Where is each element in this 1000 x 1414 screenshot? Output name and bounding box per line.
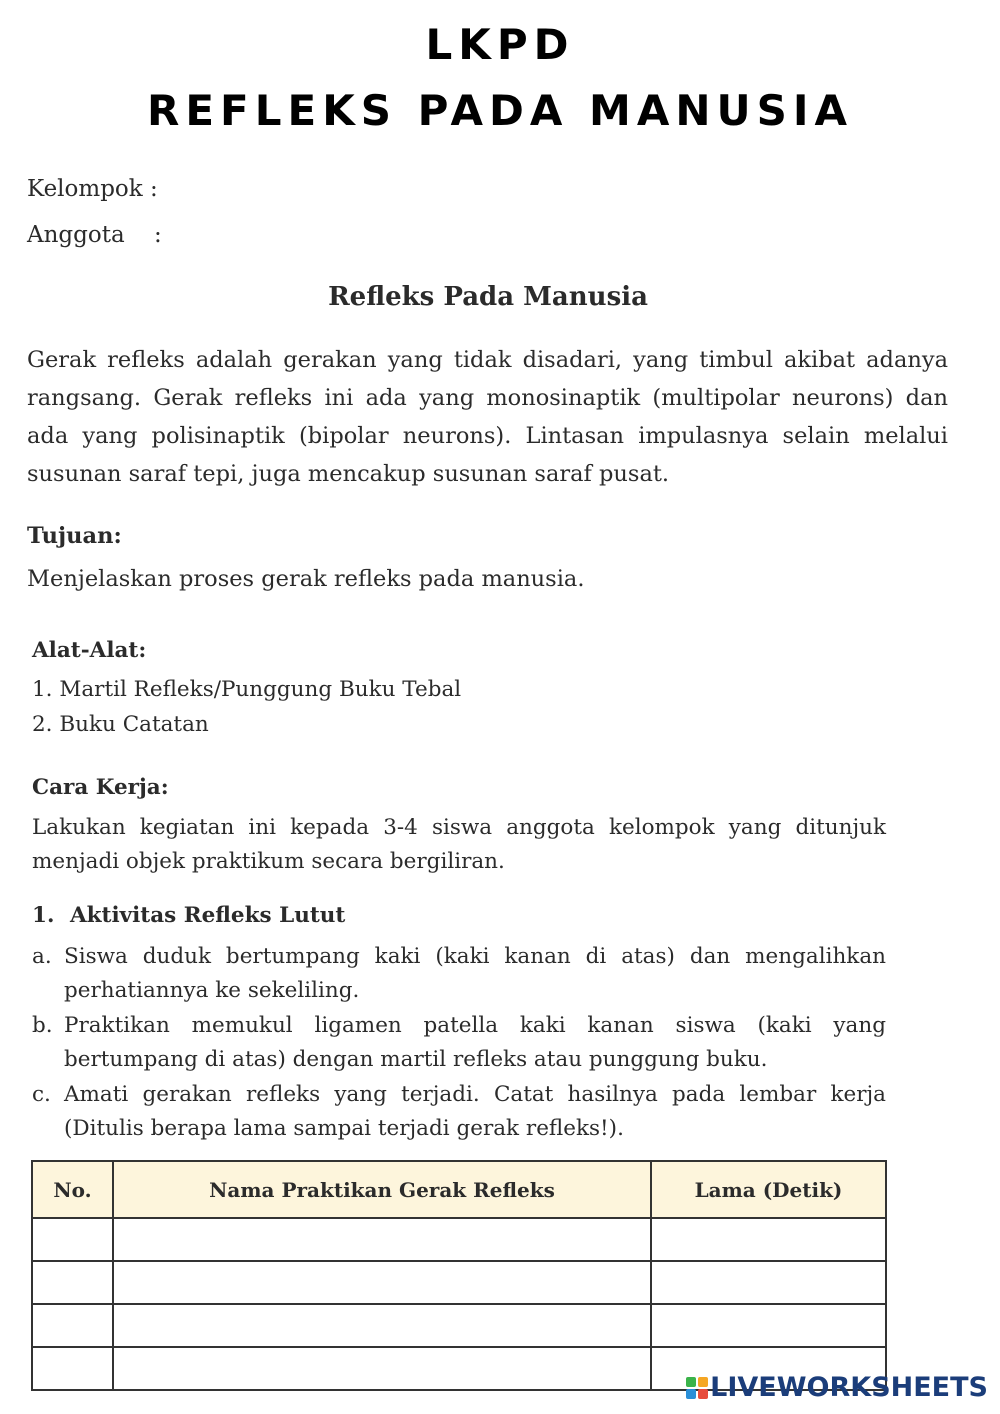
cara-kerja-heading: Cara Kerja: (32, 775, 169, 800)
step-marker: b. (32, 1013, 53, 1038)
step-c (32, 1078, 886, 1146)
result-table (31, 1160, 887, 1391)
cell-no[interactable] (32, 1347, 113, 1390)
step-marker: a. (32, 944, 52, 969)
aktivitas-heading (32, 903, 345, 928)
col-lama-header: Lama (Detik) (651, 1161, 886, 1218)
cell-nama[interactable] (113, 1218, 651, 1261)
cara-kerja-text: Lakukan kegiatan ini kepada 3-4 siswa anggota kelompok yang ditunjuk menjadi objek praktikum secara bergiliran. (32, 815, 886, 874)
col-nama-header: Nama Praktikan Gerak Refleks (113, 1161, 651, 1218)
table-row (32, 1218, 886, 1261)
intro-paragraph: Gerak refleks adalah gerakan yang tidak disadari, yang timbul akibat adanya rangsang. Gerak refleks ini ada yang monosinaptik (multipolar neurons) dan ada yang polisinaptik (bipolar neurons). Lintasan impulasnya selain melalui susunan saraf tepi, juga mencakup susunan saraf pusat. (27, 347, 948, 487)
cell-lama[interactable] (651, 1304, 886, 1347)
step-b (32, 1009, 886, 1077)
liveworksheets-logo-icon (686, 1377, 708, 1399)
anggota-label (27, 222, 162, 248)
cell-lama[interactable] (651, 1218, 886, 1261)
kelompok-label: Kelompok : (27, 176, 158, 202)
aktivitas-number: 1. (32, 903, 55, 928)
step-text: Amati gerakan refleks yang terjadi. Catat hasilnya pada lembar kerja (Ditulis berapa lama sampai terjadi gerak refleks!). (64, 1082, 886, 1141)
cell-nama[interactable] (113, 1304, 651, 1347)
cell-nama[interactable] (113, 1347, 651, 1390)
col-no-header: No. (32, 1161, 113, 1218)
header-title-lkpd: LKPD (425, 20, 575, 69)
step-text: Siswa duduk bertumpang kaki (kaki kanan di atas) dan mengalihkan perhatiannya ke sekeliling. (64, 944, 886, 1003)
alat-heading: Alat-Alat: (32, 638, 147, 663)
header-title-topic: REFLEKS PADA MANUSIA (147, 86, 853, 135)
document-title: Refleks Pada Manusia (328, 282, 648, 312)
anggota-colon: : (153, 222, 162, 248)
step-text: Praktikan memukul ligamen patella kaki kanan siswa (kaki yang bertumpang di atas) dengan martil refleks atau punggung buku. (64, 1013, 886, 1072)
cell-no[interactable] (32, 1218, 113, 1261)
liveworksheets-text: LIVEWORKSHEETS (710, 1372, 988, 1403)
table-header-row (32, 1161, 886, 1218)
liveworksheets-watermark (686, 1372, 988, 1403)
cell-no[interactable] (32, 1261, 113, 1304)
table-row (32, 1261, 886, 1304)
step-marker: c. (32, 1082, 51, 1107)
aktivitas-title: Aktivitas Refleks Lutut (69, 903, 346, 928)
cell-no[interactable] (32, 1304, 113, 1347)
anggota-text: Anggota (27, 222, 125, 248)
alat-item: 1. Martil Refleks/Punggung Buku Tebal (32, 677, 462, 702)
tujuan-text: Menjelaskan proses gerak refleks pada manusia. (27, 566, 585, 592)
cell-lama[interactable] (651, 1261, 886, 1304)
cell-nama[interactable] (113, 1261, 651, 1304)
table-row (32, 1304, 886, 1347)
step-a (32, 940, 886, 1008)
alat-item: 2. Buku Catatan (32, 712, 209, 737)
tujuan-heading: Tujuan: (27, 523, 122, 549)
